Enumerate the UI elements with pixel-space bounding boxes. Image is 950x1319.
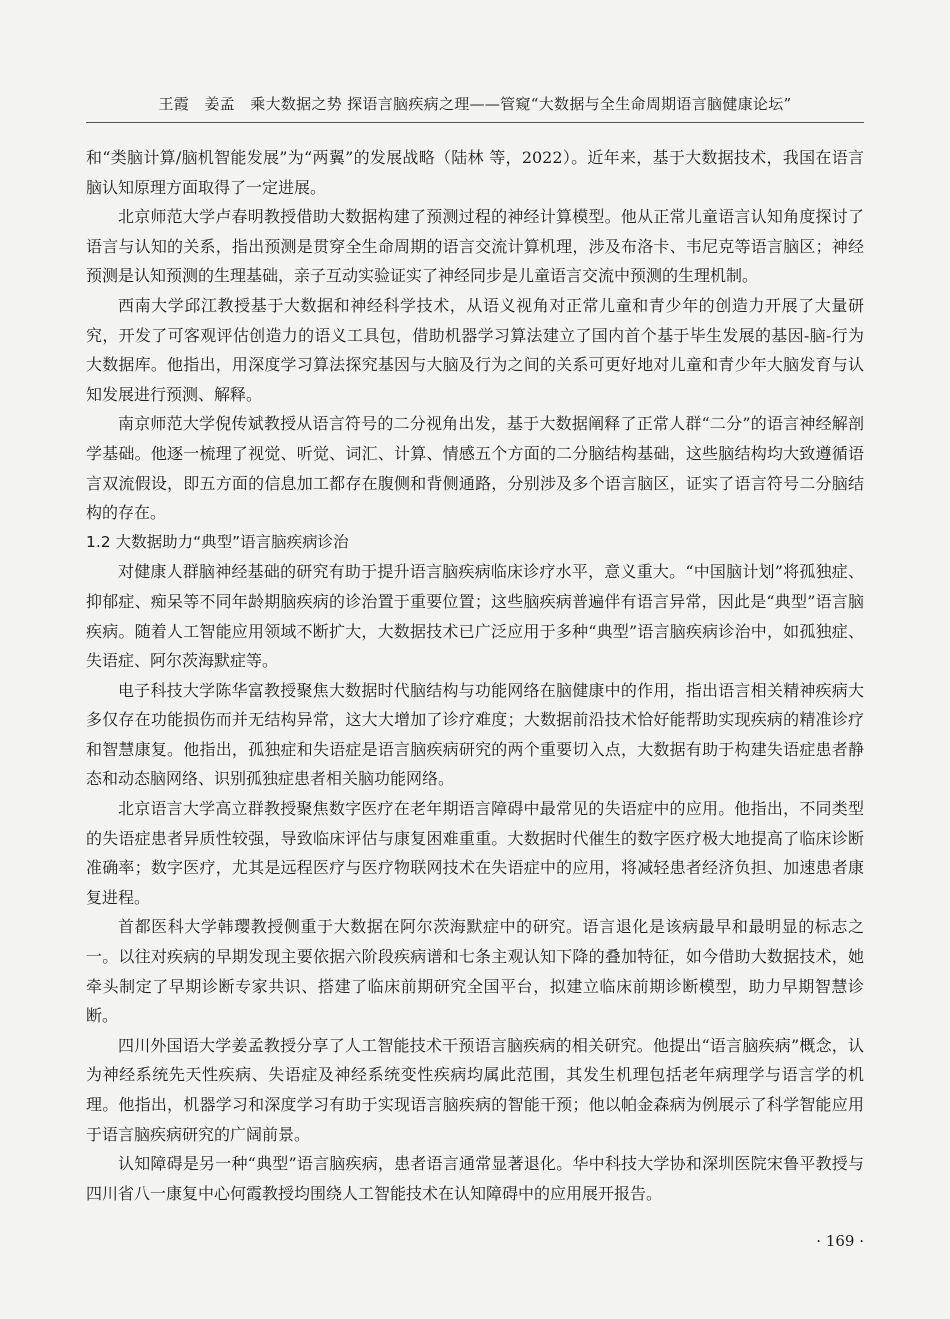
paragraph: 认知障碍是另一种“典型”语言脑疾病，患者语言通常显著退化。华中科技大学协和深圳医院宋鲁平教授与四川省八一康复中心何霞教授均围绕人工智能技术在认知障碍中的应用展开报告。 [86,1154,864,1203]
page-number: · 169 · [816,1232,864,1250]
paragraph: 北京语言大学高立群教授聚焦数字医疗在老年期语言障碍中最常见的失语症中的应用。他指出，不同类型的失语症患者异质性较强，导致临床评估与康复困难重重。大数据时代催生的数字医疗极大地提高了临床诊断准确率；数字医疗，尤其是远程医疗与医疗物联网技术在失语症中的应用，将减轻患者经济负担、加速患者康复进程。 [86,799,864,907]
paragraph: 对健康人群脑神经基础的研究有助于提升语言脑疾病临床诊疗水平，意义重大。“中国脑计划”将孤独症、抑郁症、痴呆等不同年龄期脑疾病的诊治置于重要位置；这些脑疾病普遍伴有语言异常，因此是“典型”语言脑疾病。随着人工智能应用领域不断扩大，大数据技术已广泛应用于多种“典型”语言脑疾病诊治中，如孤独症、失语症、阿尔茨海默症等。 [86,562,864,671]
article-body [86,143,864,1208]
header-rule [86,122,864,123]
paragraph: 西南大学邱江教授基于大数据和神经科学技术，从语义视角对正常儿童和青少年的创造力开展了大量研究，开发了可客观评估创造力的语义工具包，借助机器学习算法建立了国内首个基于毕生发展的基因-脑-行为大数据库。他指出，用深度学习算法探究基因与大脑及行为之间的关系可更好地对儿童和青少年大脑发育与认知发展进行预测、解释。 [86,295,864,404]
paragraph: 电子科技大学陈华富教授聚焦大数据时代脑结构与功能网络在脑健康中的作用，指出语言相关精神疾病大多仅存在功能损伤而并无结构异常，这大大增加了诊疗难度；大数据前沿技术恰好能帮助实现疾病的精准诊疗和智慧康复。他指出，孤独症和失语症是语言脑疾病研究的两个重要切入点，大数据有助于构建失语症患者静态和动态脑网络、识别孤独症患者相关脑功能网络。 [86,680,864,789]
paragraph: 首都医科大学韩璎教授侧重于大数据在阿尔茨海默症中的研究。语言退化是该病最早和最明显的标志之一。以往对疾病的早期发现主要依据六阶段疾病谱和七条主观认知下降的叠加特征，如今借助大数据技术，她牵头制定了早期诊断专家共识、搭建了临床前期研究全国平台，拟建立临床前期诊断模型，助力早期智慧诊断。 [86,917,864,1026]
paragraph: 南京师范大学倪传斌教授从语言符号的二分视角出发，基于大数据阐释了正常人群“二分”的语言神经解剖学基础。他逐一梳理了视觉、听觉、词汇、计算、情感五个方面的二分脑结构基础，这些脑结构均大致遵循语言双流假设，即五方面的信息加工都存在腹侧和背侧通路，分别涉及多个语言脑区，证实了语言符号二分脑结构的存在。 [86,414,864,523]
paragraph: 四川外国语大学姜孟教授分享了人工智能技术干预语言脑疾病的相关研究。他提出“语言脑疾病”概念，认为神经系统先天性疾病、失语症及神经系统变性疾病均属此范围，其发生机理包括老年病理学与语言学的机理。他指出，机器学习和深度学习有助于实现语言脑疾病的智能干预；他以帕金森病为例展示了科学智能应用于语言脑疾病研究的广阔前景。 [86,1035,864,1144]
paragraph: 北京师范大学卢春明教授借助大数据构建了预测过程的神经计算模型。他从正常儿童语言认知角度探讨了语言与认知的关系，指出预测是贯穿全生命周期的语言交流计算机理，涉及布洛卡、韦尼克等语言脑区；神经预测是认知预测的生理基础，亲子互动实验证实了神经同步是儿童语言交流中预测的生理机制。 [86,207,864,286]
running-head: 王霞 姜孟 乘大数据之势 探语言脑疾病之理——管窥“大数据与全生命周期语言脑健康论坛” [158,95,792,113]
section-heading: 1.2 大数据助力“典型”语言脑疾病诊治 [86,532,349,551]
paragraph: 和“类脑计算/脑机智能发展”为“两翼”的发展战略（陆林 等，2022）。近年来，基于大数据技术，我国在语言脑认知原理方面取得了一定进展。 [86,148,864,197]
